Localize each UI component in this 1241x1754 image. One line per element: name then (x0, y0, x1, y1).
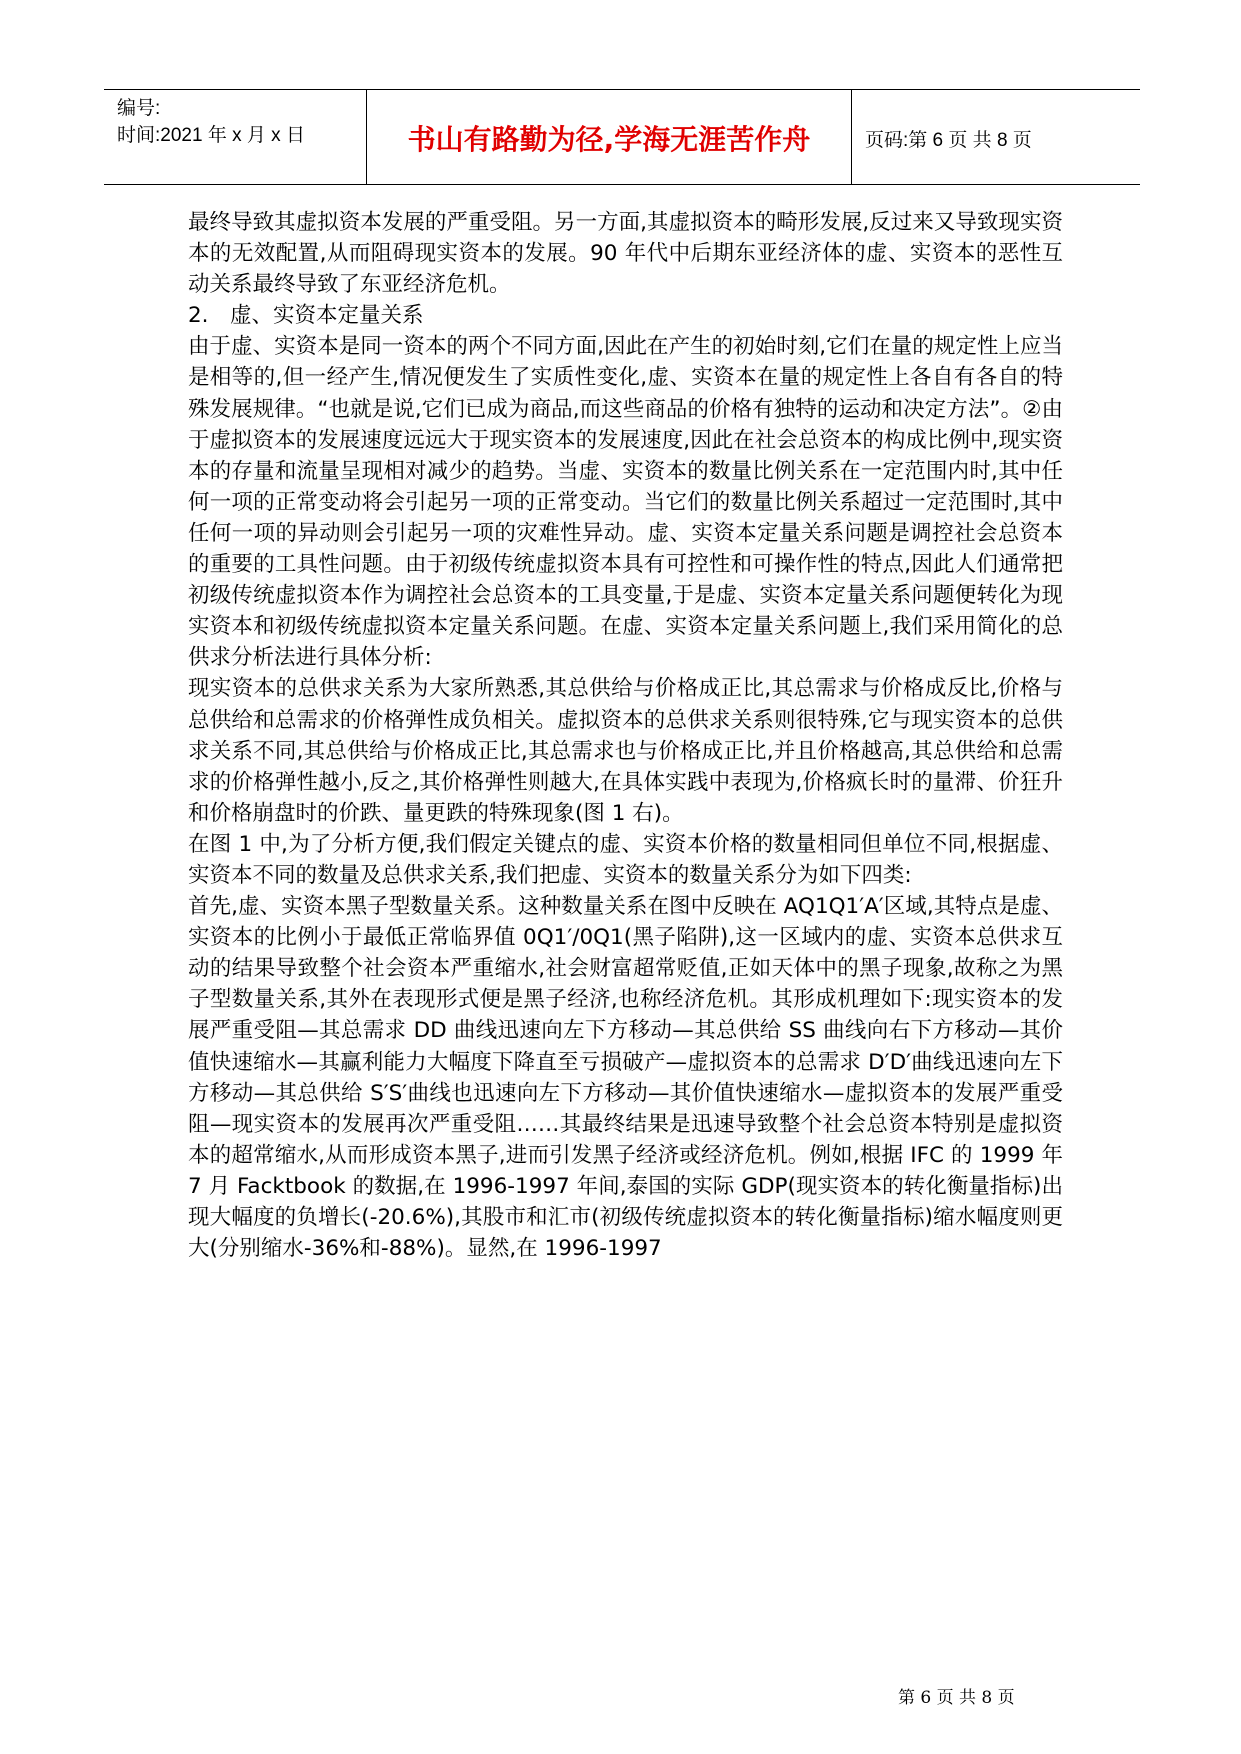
body-paragraph: 最终导致其虚拟资本发展的严重受阻。另一方面,其虚拟资本的畸形发展,反过来又导致现实资本的无效配置,从而阻碍现实资本的发展。90 年代中后期东亚经济体的虚、实资本的恶性互动关系最终导致了东亚经济危机。 (188, 210, 1063, 298)
header-page-cell (853, 90, 1140, 184)
page-footer: 第 6 页 共 8 页 (898, 1688, 1015, 1708)
header-motto-cell (367, 90, 852, 184)
header-page-code: 页码:第 6 页 共 8 页 (865, 130, 1032, 151)
document-number-label: 编号: (117, 98, 161, 119)
header-motto: 书山有路勤为径,学海无涯苦作舟 (407, 123, 811, 156)
document-date: 时间:2021 年 x 月 x 日 (117, 125, 305, 146)
section-heading: 2. 虚、实资本定量关系 (188, 303, 424, 329)
body-paragraph: 现实资本的总供求关系为大家所熟悉,其总供给与价格成正比,其总需求与价格成反比,价格与总供给和总需求的价格弹性成负相关。虚拟资本的总供求关系则很特殊,它与现实资本的总供求关系不同,其总供给与价格成正比,其总需求也与价格成正比,并且价格越高,其总供给和总需求的价格弹性越小,反之,其价格弹性则越大,在具体实践中表现为,价格疯长时的量滞、价狂升和价格崩盘时的价跌、量更跌的特殊现象(图 1 右)。 (188, 676, 1063, 826)
document-body (188, 207, 1063, 1264)
header-meta-cell (104, 90, 367, 184)
page-header (104, 89, 1140, 185)
body-paragraph: 由于虚、实资本是同一资本的两个不同方面,因此在产生的初始时刻,它们在量的规定性上应当是相等的,但一经产生,情况便发生了实质性变化,虚、实资本在量的规定性上各自有各自的特殊发展规律。“也就是说,它们已成为商品,而这些商品的价格有独特的运动和决定方法”。②由于虚拟资本的发展速度远远大于现实资本的发展速度,因此在社会总资本的构成比例中,现实资本的存量和流量呈现相对减少的趋势。当虚、实资本的数量比例关系在一定范围内时,其中任何一项的正常变动将会引起另一项的正常变动。当它们的数量比例关系超过一定范围时,其中任何一项的异动则会引起另一项的灾难性异动。虚、实资本定量关系问题是调控社会总资本的重要的工具性问题。由于初级传统虚拟资本具有可控性和可操作性的特点,因此人们通常把初级传统虚拟资本作为调控社会总资本的工具变量,于是虚、实资本定量关系问题便转化为现实资本和初级传统虚拟资本定量关系问题。在虚、实资本定量关系问题上,我们采用简化的总供求分析法进行具体分析: (188, 334, 1063, 671)
body-paragraph: 首先,虚、实资本黑子型数量关系。这种数量关系在图中反映在 AQ1Q1′A′区域,其特点是虚、实资本的比例小于最低正常临界值 0Q1′/0Q1(黑子陷阱),这一区域内的虚、实资本总供求互动的结果导致整个社会资本严重缩水,社会财富超常贬值,正如天体中的黑子现象,故称之为黑子型数量关系,其外在表现形式便是黑子经济,也称经济危机。其形成机理如下:现实资本的发展严重受阻—其总需求 DD 曲线迅速向左下方移动—其总供给 SS 曲线向右下方移动—其价值快速缩水—其赢利能力大幅度下降直至亏损破产—虚拟资本的总需求 D′D′曲线迅速向左下方移动—其总供给 S′S′曲线也迅速向左下方移动—其价值快速缩水—虚拟资本的发展严重受阻—现实资本的发展再次严重受阻……其最终结果是迅速导致整个社会总资本特别是虚拟资本的超常缩水,从而形成资本黑子,进而引发黑子经济或经济危机。例如,根据 IFC 的 1999 年 7 月 Facktbook 的数据,在 1996-1997 年间,泰国的实际 GDP(现实资本的转化衡量指标)出现大幅度的负增长(-20.6%),其股市和汇市(初级传统虚拟资本的转化衡量指标)缩水幅度则更大(分别缩水-36%和-88%)。显然,在 1996-1997 (188, 894, 1063, 1262)
body-paragraph: 在图 1 中,为了分析方便,我们假定关键点的虚、实资本价格的数量相同但单位不同,根据虚、实资本不同的数量及总供求关系,我们把虚、实资本的数量关系分为如下四类: (188, 831, 1063, 888)
